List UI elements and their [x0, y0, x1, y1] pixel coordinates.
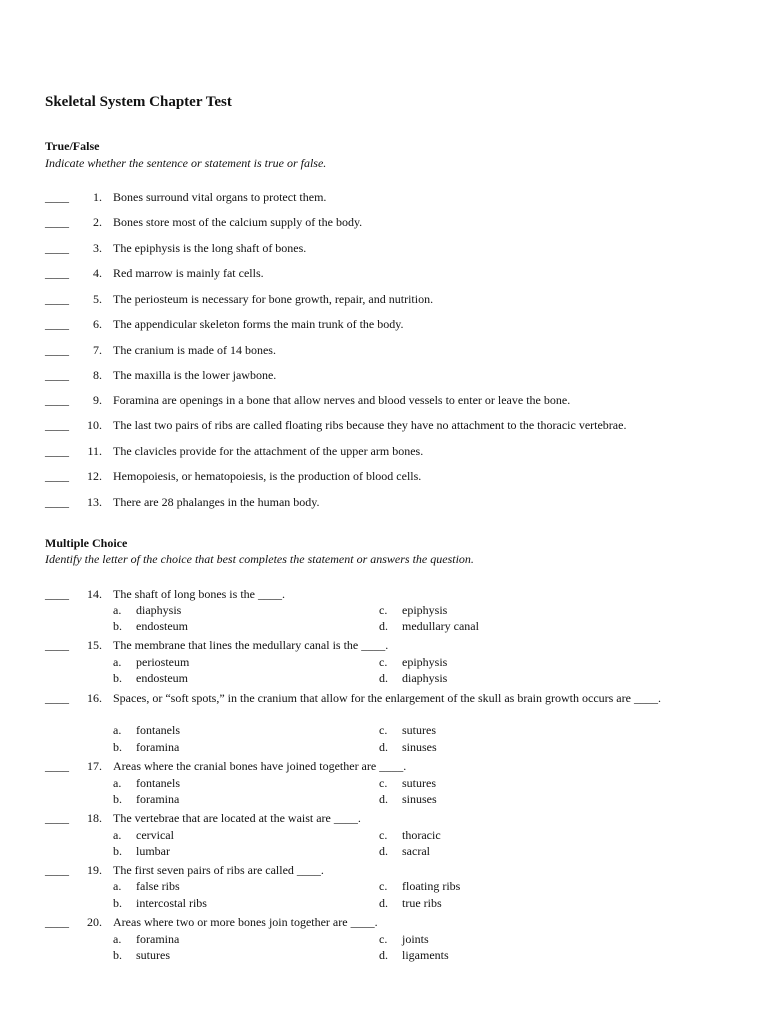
- option-text: sutures: [136, 948, 170, 962]
- tf-question-1: [0, 189, 768, 209]
- option-text: false ribs: [136, 879, 180, 893]
- question-text: The periosteum is necessary for bone growth, repair, and nutrition.: [113, 292, 434, 306]
- question-text: The maxilla is the lower jawbone.: [113, 368, 277, 382]
- option-text: sutures: [402, 723, 436, 737]
- option-letter: a.: [113, 603, 122, 617]
- option-text: periosteum: [136, 655, 190, 669]
- question-text: Hemopoiesis, or hematopoiesis, is the production of blood cells.: [113, 469, 422, 483]
- question-number: 8.: [93, 368, 102, 382]
- tf-question-2: [0, 214, 768, 234]
- option-text: true ribs: [402, 896, 442, 910]
- page-title: Skeletal System Chapter Test: [45, 94, 232, 110]
- option-letter: b.: [113, 671, 122, 685]
- option-text: foramina: [136, 932, 180, 946]
- answer-blank[interactable]: ____: [45, 495, 69, 509]
- question-text: Foramina are openings in a bone that allow nerves and blood vessels to enter or leave the bone.: [113, 393, 571, 407]
- option-text: sutures: [402, 776, 436, 790]
- question-number: 20.: [87, 915, 102, 929]
- question-text: The epiphysis is the long shaft of bones.: [113, 241, 307, 255]
- option-text: foramina: [136, 792, 180, 806]
- answer-blank[interactable]: ____: [45, 418, 69, 432]
- question-number: 7.: [93, 343, 102, 357]
- question-text: The clavicles provide for the attachment of the upper arm bones.: [113, 444, 424, 458]
- option-letter: d.: [379, 671, 388, 685]
- question-text: The shaft of long bones is the ____.: [113, 587, 285, 601]
- answer-blank[interactable]: ____: [45, 469, 69, 483]
- option-letter: a.: [113, 723, 122, 737]
- question-text: The first seven pairs of ribs are called ____.: [113, 863, 324, 877]
- tf-question-12: [0, 468, 768, 488]
- question-number: 11.: [87, 444, 102, 458]
- question-number: 16.: [87, 691, 102, 705]
- question-text: The cranium is made of 14 bones.: [113, 343, 276, 357]
- option-letter: d.: [379, 948, 388, 962]
- answer-blank[interactable]: ____: [45, 444, 69, 458]
- question-number: 19.: [87, 863, 102, 877]
- option-letter: a.: [113, 932, 122, 946]
- answer-blank[interactable]: ____: [45, 368, 69, 382]
- question-text: The membrane that lines the medullary canal is the ____.: [113, 638, 389, 652]
- option-text: sacral: [402, 844, 430, 858]
- option-letter: b.: [113, 948, 122, 962]
- option-letter: c.: [379, 879, 388, 893]
- question-number: 17.: [87, 759, 102, 773]
- option-letter: c.: [379, 603, 388, 617]
- question-text: Bones store most of the calcium supply of the body.: [113, 215, 363, 229]
- answer-blank[interactable]: ____: [45, 638, 69, 652]
- true-false-instructions: Indicate whether the sentence or statement is true or false.: [45, 156, 327, 170]
- option-text: fontanels: [136, 776, 180, 790]
- tf-question-5: [0, 291, 768, 311]
- option-letter: b.: [113, 844, 122, 858]
- option-letter: d.: [379, 896, 388, 910]
- question-number: 3.: [93, 241, 102, 255]
- multiple-choice-heading: Multiple Choice: [45, 536, 128, 550]
- answer-blank[interactable]: ____: [45, 393, 69, 407]
- question-number: 4.: [93, 266, 102, 280]
- option-text: epiphysis: [402, 655, 448, 669]
- option-letter: d.: [379, 619, 388, 633]
- option-letter: b.: [113, 619, 122, 633]
- answer-blank[interactable]: ____: [45, 343, 69, 357]
- tf-question-11: [0, 443, 768, 463]
- option-letter: a.: [113, 776, 122, 790]
- answer-blank[interactable]: ____: [45, 215, 69, 229]
- tf-question-7: [0, 342, 768, 362]
- answer-blank[interactable]: ____: [45, 190, 69, 204]
- question-number: 12.: [87, 469, 102, 483]
- answer-blank[interactable]: ____: [45, 587, 69, 601]
- question-number: 14.: [87, 587, 102, 601]
- answer-blank[interactable]: ____: [45, 691, 69, 705]
- option-text: endosteum: [136, 671, 188, 685]
- question-number: 15.: [87, 638, 102, 652]
- answer-blank[interactable]: ____: [45, 317, 69, 331]
- question-number: 9.: [93, 393, 102, 407]
- option-text: foramina: [136, 740, 180, 754]
- option-letter: a.: [113, 655, 122, 669]
- option-letter: c.: [379, 723, 388, 737]
- tf-question-6: [0, 316, 768, 336]
- question-text: The vertebrae that are located at the waist are ____.: [113, 811, 361, 825]
- option-letter: c.: [379, 932, 388, 946]
- option-text: diaphysis: [402, 671, 448, 685]
- question-text: Red marrow is mainly fat cells.: [113, 266, 264, 280]
- option-text: fontanels: [136, 723, 180, 737]
- question-text: The last two pairs of ribs are called floating ribs because they have no attachment to the thoracic vertebrae.: [113, 418, 627, 432]
- option-text: sinuses: [402, 740, 437, 754]
- answer-blank[interactable]: ____: [45, 241, 69, 255]
- multiple-choice-instructions: Identify the letter of the choice that best completes the statement or answers the question.: [45, 552, 474, 566]
- true-false-heading: True/False: [45, 139, 100, 153]
- question-text: Areas where the cranial bones have joined together are ____.: [113, 759, 407, 773]
- question-text: Areas where two or more bones join together are ____.: [113, 915, 378, 929]
- option-text: medullary canal: [402, 619, 479, 633]
- tf-question-9: [0, 392, 768, 412]
- option-letter: c.: [379, 776, 388, 790]
- answer-blank[interactable]: ____: [45, 759, 69, 773]
- answer-blank[interactable]: ____: [45, 863, 69, 877]
- question-number: 10.: [87, 418, 102, 432]
- option-text: epiphysis: [402, 603, 448, 617]
- option-text: lumbar: [136, 844, 170, 858]
- option-text: endosteum: [136, 619, 188, 633]
- option-letter: c.: [379, 828, 388, 842]
- option-letter: a.: [113, 879, 122, 893]
- option-letter: d.: [379, 844, 388, 858]
- answer-blank[interactable]: ____: [45, 292, 69, 306]
- option-text: joints: [402, 932, 429, 946]
- tf-question-10: [0, 417, 768, 437]
- option-text: sinuses: [402, 792, 437, 806]
- tf-question-4: [0, 265, 768, 285]
- question-text: There are 28 phalanges in the human body.: [113, 495, 320, 509]
- option-letter: b.: [113, 792, 122, 806]
- tf-question-8: [0, 367, 768, 387]
- answer-blank[interactable]: ____: [45, 811, 69, 825]
- question-number: 6.: [93, 317, 102, 331]
- question-text: Bones surround vital organs to protect them.: [113, 190, 327, 204]
- tf-question-13: [0, 494, 768, 514]
- option-text: floating ribs: [402, 879, 461, 893]
- option-text: diaphysis: [136, 603, 182, 617]
- option-text: cervical: [136, 828, 174, 842]
- question-number: 1.: [93, 190, 102, 204]
- option-text: thoracic: [402, 828, 441, 842]
- option-letter: b.: [113, 740, 122, 754]
- mc-question-16: [0, 690, 768, 724]
- answer-blank[interactable]: ____: [45, 915, 69, 929]
- option-letter: d.: [379, 792, 388, 806]
- question-number: 2.: [93, 215, 102, 229]
- option-text: ligaments: [402, 948, 449, 962]
- option-letter: d.: [379, 740, 388, 754]
- option-text: intercostal ribs: [136, 896, 207, 910]
- tf-question-3: [0, 240, 768, 260]
- question-number: 18.: [87, 811, 102, 825]
- answer-blank[interactable]: ____: [45, 266, 69, 280]
- option-letter: c.: [379, 655, 388, 669]
- question-text: The appendicular skeleton forms the main trunk of the body.: [113, 317, 404, 331]
- option-letter: b.: [113, 896, 122, 910]
- question-text: Spaces, or “soft spots,” in the cranium that allow for the enlargement of the skull as brain growth occurs are ____.: [113, 691, 661, 705]
- question-number: 5.: [93, 292, 102, 306]
- question-number: 13.: [87, 495, 102, 509]
- option-letter: a.: [113, 828, 122, 842]
